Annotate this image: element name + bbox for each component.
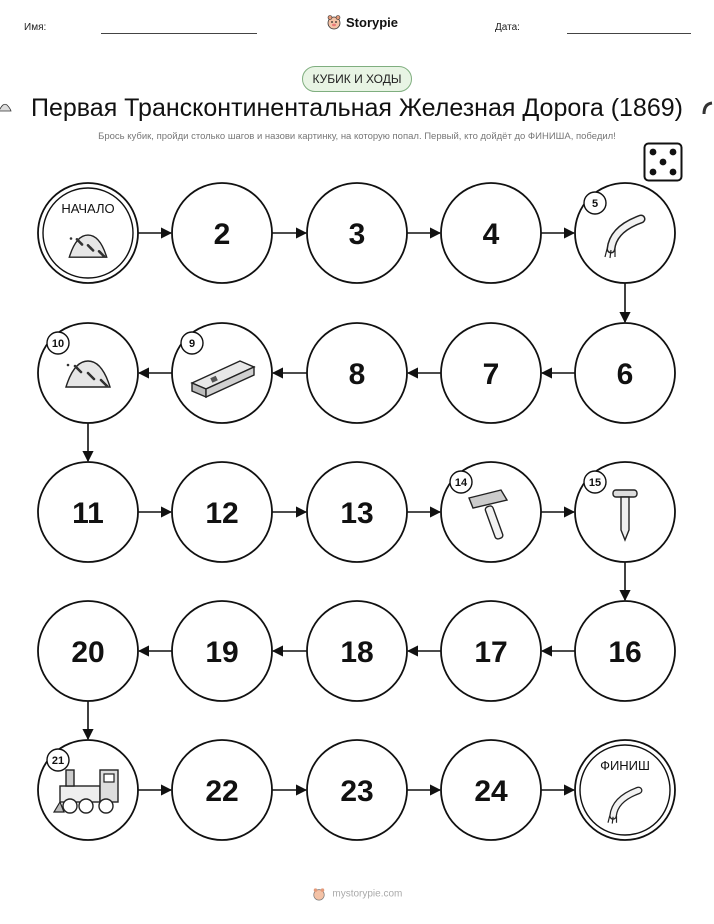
board-cell-15[interactable] (575, 462, 675, 562)
cell-number: 3 (348, 218, 366, 251)
cell-number: 12 (205, 497, 239, 530)
cell-number: 16 (608, 636, 642, 669)
board-cell-16[interactable] (575, 601, 675, 701)
board-cell-19[interactable] (172, 601, 272, 701)
cell-number: 23 (340, 775, 374, 808)
start-label: НАЧАЛО (61, 201, 115, 216)
cell-number: 14 (454, 477, 468, 489)
cell-number: 19 (205, 636, 239, 669)
board-cell-8[interactable] (307, 323, 407, 423)
board-cell-7[interactable] (441, 323, 541, 423)
board-cell-10[interactable] (38, 323, 138, 423)
cell-circle (575, 740, 675, 840)
board-cell-6[interactable] (575, 323, 675, 423)
footer-site[interactable]: mystorypie.com (332, 888, 403, 900)
cell-number: 11 (72, 497, 104, 530)
cell-number: 21 (51, 755, 65, 767)
cell-number: 13 (340, 497, 374, 530)
board-cell-9[interactable] (172, 323, 272, 423)
footer (0, 887, 714, 901)
cell-number: 18 (340, 636, 374, 669)
name-label: Имя: (24, 22, 47, 33)
brand-name: Storypie (346, 14, 399, 30)
cell-number: 2 (213, 218, 231, 251)
cell-number: 20 (71, 636, 105, 669)
cell-number: 5 (591, 198, 599, 210)
cell-number: 10 (51, 338, 65, 350)
cell-number: 24 (474, 775, 508, 808)
board-cell-3[interactable] (307, 183, 407, 283)
cell-number: 7 (482, 358, 500, 391)
board-cell-4[interactable] (441, 183, 541, 283)
board-cell-25[interactable] (575, 740, 675, 840)
cell-number: 4 (482, 218, 500, 251)
cell-number: 6 (616, 358, 634, 391)
finish-label: ФИНИШ (600, 758, 650, 773)
board-cells (38, 183, 675, 840)
page-title: Первая Трансконтинентальная Железная Дорога (1869) (31, 94, 683, 122)
board-cell-23[interactable] (307, 740, 407, 840)
board-cell-13[interactable] (307, 462, 407, 562)
board-cell-14[interactable] (441, 462, 541, 562)
game-type-badge: КУБИК И ХОДЫ (302, 66, 412, 92)
footer-mascot-icon (312, 887, 326, 901)
board-cell-2[interactable] (172, 183, 272, 283)
cell-number: 9 (188, 338, 196, 350)
instructions: Брось кубик, пройди столько шагов и назови картинку, на которую попал. Первый, кто дойдёт до ФИНИША, победил! (98, 131, 616, 142)
cell-circle (38, 183, 138, 283)
cell-number: 15 (588, 477, 602, 489)
board-cell-11[interactable] (38, 462, 138, 562)
cell-number: 8 (348, 358, 366, 391)
board-cell-20[interactable] (38, 601, 138, 701)
board-cell-1[interactable] (38, 183, 138, 283)
board-cell-24[interactable] (441, 740, 541, 840)
board-cell-21[interactable] (38, 740, 138, 840)
cell-number: 17 (474, 636, 508, 669)
cell-number: 22 (205, 775, 239, 808)
date-label: Дата: (495, 22, 520, 33)
board-cell-22[interactable] (172, 740, 272, 840)
board-cell-18[interactable] (307, 601, 407, 701)
board-cell-5[interactable] (575, 183, 675, 283)
board-cell-12[interactable] (172, 462, 272, 562)
board-cell-17[interactable] (441, 601, 541, 701)
